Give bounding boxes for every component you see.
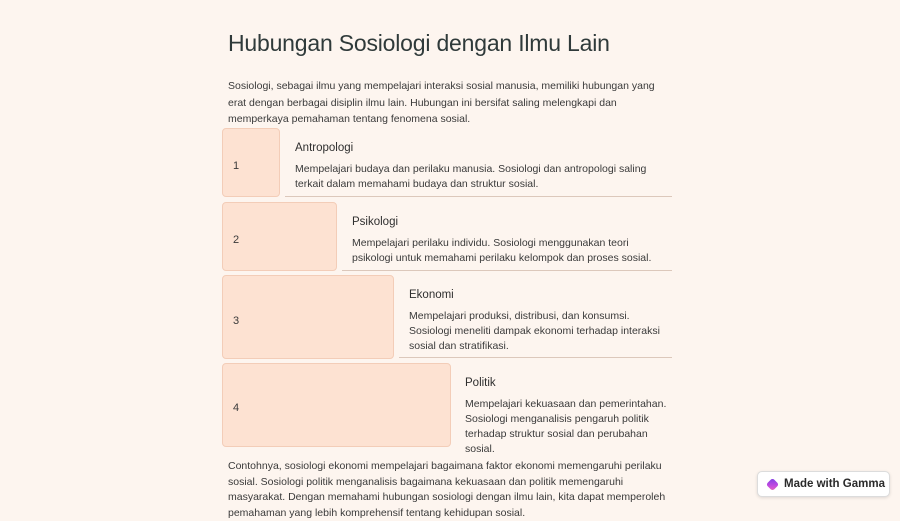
badge-label: Made with Gamma [784, 478, 885, 490]
step-content [295, 142, 670, 192]
step-heading: Ekonomi [409, 289, 454, 301]
made-with-gamma-button[interactable] [757, 471, 890, 497]
step-content [409, 289, 672, 354]
step-description: Mempelajari kekuasaan dan pemerintahan. Sosiologi menganalisis pengaruh politik terhadap struktur sosial dan perubahan sosial. [465, 398, 667, 455]
intro-paragraph: Sosiologi, sebagai ilmu yang mempelajari interaksi sosial manusia, memiliki hubungan yang erat dengan berbagai disiplin ilmu lain. Hubungan ini bersifat saling melengkapi dan memperkaya pemahaman tentang fenomena sosial. [228, 80, 655, 125]
step-heading: Politik [465, 377, 496, 389]
gamma-logo-icon [766, 477, 779, 490]
step-divider [342, 270, 672, 271]
page-title: Hubungan Sosiologi dengan Ilmu Lain [228, 30, 610, 56]
step-description: Mempelajari budaya dan perilaku manusia. Sosiologi dan antropologi saling terkait dalam memahami budaya dan struktur sosial. [295, 163, 647, 190]
step-heading: Psikologi [352, 216, 399, 228]
step-number: 4 [233, 402, 240, 414]
step-number-box [222, 363, 451, 447]
step-divider [399, 357, 672, 358]
step-number-box [222, 202, 337, 271]
step-number: 1 [233, 160, 240, 172]
step-description: Mempelajari perilaku individu. Sosiologi menggunakan teori psikologi untuk memahami perilaku kelompok dan proses sosial. [352, 237, 652, 264]
step-content [352, 216, 672, 266]
step-description: Mempelajari produksi, distribusi, dan konsumsi. Sosiologi meneliti dampak ekonomi terhadap interaksi sosial dan stratifikasi. [409, 310, 660, 352]
step-number-box [222, 275, 394, 359]
outro-paragraph: Contohnya, sosiologi ekonomi mempelajari bagaimana faktor ekonomi memengaruhi perilaku sosial. Sosiologi politik menganalisis bagaimana kekuasaan dan politik memengaruhi masyarakat. Dengan memahami hubungan sosiologi dengan ilmu lain, kita dapat memperoleh pemahaman yang lebih komprehensif tentang kehidupan sosial. [228, 460, 666, 519]
step-number: 2 [233, 234, 240, 246]
step-heading: Antropologi [295, 142, 354, 154]
step-number-box [222, 128, 280, 197]
step-content [465, 377, 670, 457]
step-divider [285, 196, 672, 197]
step-number: 3 [233, 315, 240, 327]
